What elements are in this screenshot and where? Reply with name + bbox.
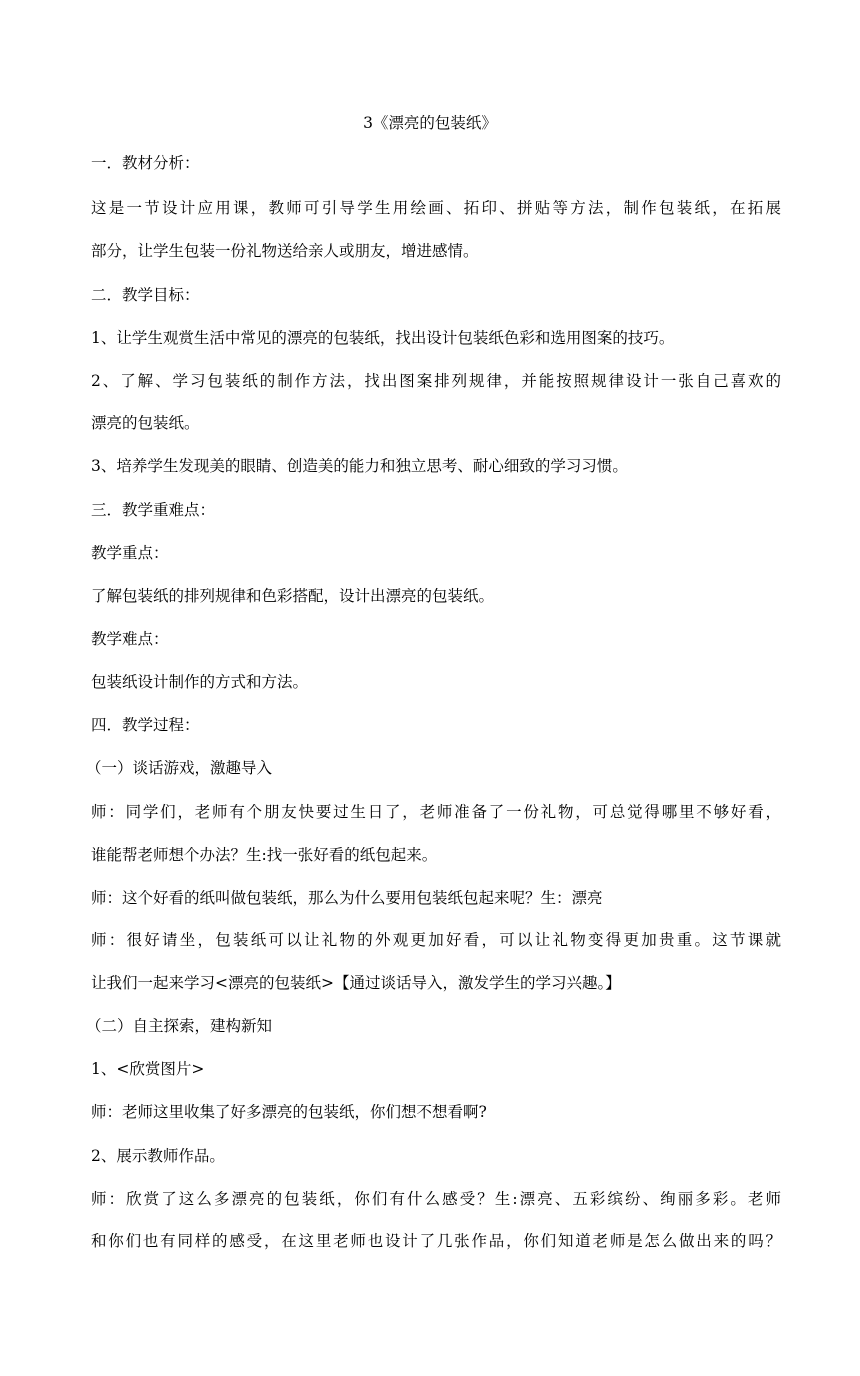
document-title: 3《漂亮的包装纸》 (363, 114, 497, 132)
paragraph-line: 师：老师这里收集了好多漂亮的包装纸，你们想不想看啊? (91, 1103, 487, 1121)
paragraph-line: 让我们一起来学习<漂亮的包装纸>【通过谈话导入，激发学生的学习兴趣。】 (91, 974, 621, 992)
paragraph-line: 谁能帮老师想个办法？生:找一张好看的纸包起来。 (91, 846, 438, 864)
subheading: 教学重点： (91, 544, 169, 562)
paragraph-line: 师：很好请坐，包装纸可以让礼物的外观更加好看，可以让礼物变得更加贵重。这节课就 (91, 931, 781, 949)
objective-item: 1、让学生观赏生活中常见的漂亮的包装纸，找出设计包装纸色彩和选用图案的技巧。 (91, 329, 675, 347)
section-heading-process: 四．教学过程： (91, 716, 200, 734)
paragraph-line: 2、展示教师作品。 (91, 1147, 225, 1165)
subheading: 教学难点： (91, 630, 169, 648)
paragraph-line: 包装纸设计制作的方式和方法。 (91, 673, 309, 691)
paragraph-line: 师：欣赏了这么多漂亮的包装纸，你们有什么感受？生:漂亮、五彩缤纷、绚丽多彩。老师 (91, 1190, 781, 1208)
paragraph-line: 这是一节设计应用课，教师可引导学生用绘画、拓印、拼贴等方法，制作包装纸，在拓展 (91, 199, 781, 217)
paragraph-line: 漂亮的包装纸。 (91, 414, 200, 432)
section-heading-analysis: 一．教材分析： (91, 154, 200, 172)
section-heading-objectives: 二．教学目标： (91, 286, 200, 304)
paragraph-line: 和你们也有同样的感受，在这里老师也设计了几张作品，你们知道老师是怎么做出来的吗？ (91, 1232, 781, 1250)
objective-item: 3、培养学生发现美的眼睛、创造美的能力和独立思考、耐心细致的学习习惯。 (91, 457, 628, 475)
paragraph-line: 部分，让学生包装一份礼物送给亲人或朋友，增进感情。 (91, 242, 479, 260)
objective-item: 2、了解、学习包装纸的制作方法，找出图案排列规律，并能按照规律设计一张自己喜欢的 (91, 372, 781, 390)
paragraph-line: 了解包装纸的排列规律和色彩搭配，设计出漂亮的包装纸。 (91, 587, 495, 605)
subsection-heading: （二）自主探索，建构新知 (86, 1017, 273, 1035)
section-heading-key-points: 三．教学重难点： (91, 501, 216, 519)
paragraph-line: 1、<欣赏图片> (91, 1060, 205, 1078)
paragraph-line: 师：这个好看的纸叫做包装纸，那么为什么要用包装纸包起来呢？生：漂亮 (91, 889, 603, 907)
paragraph-line: 师：同学们，老师有个朋友快要过生日了，老师准备了一份礼物，可总觉得哪里不够好看， (91, 803, 781, 821)
subsection-heading: （一）谈话游戏，激趣导入 (86, 759, 273, 777)
